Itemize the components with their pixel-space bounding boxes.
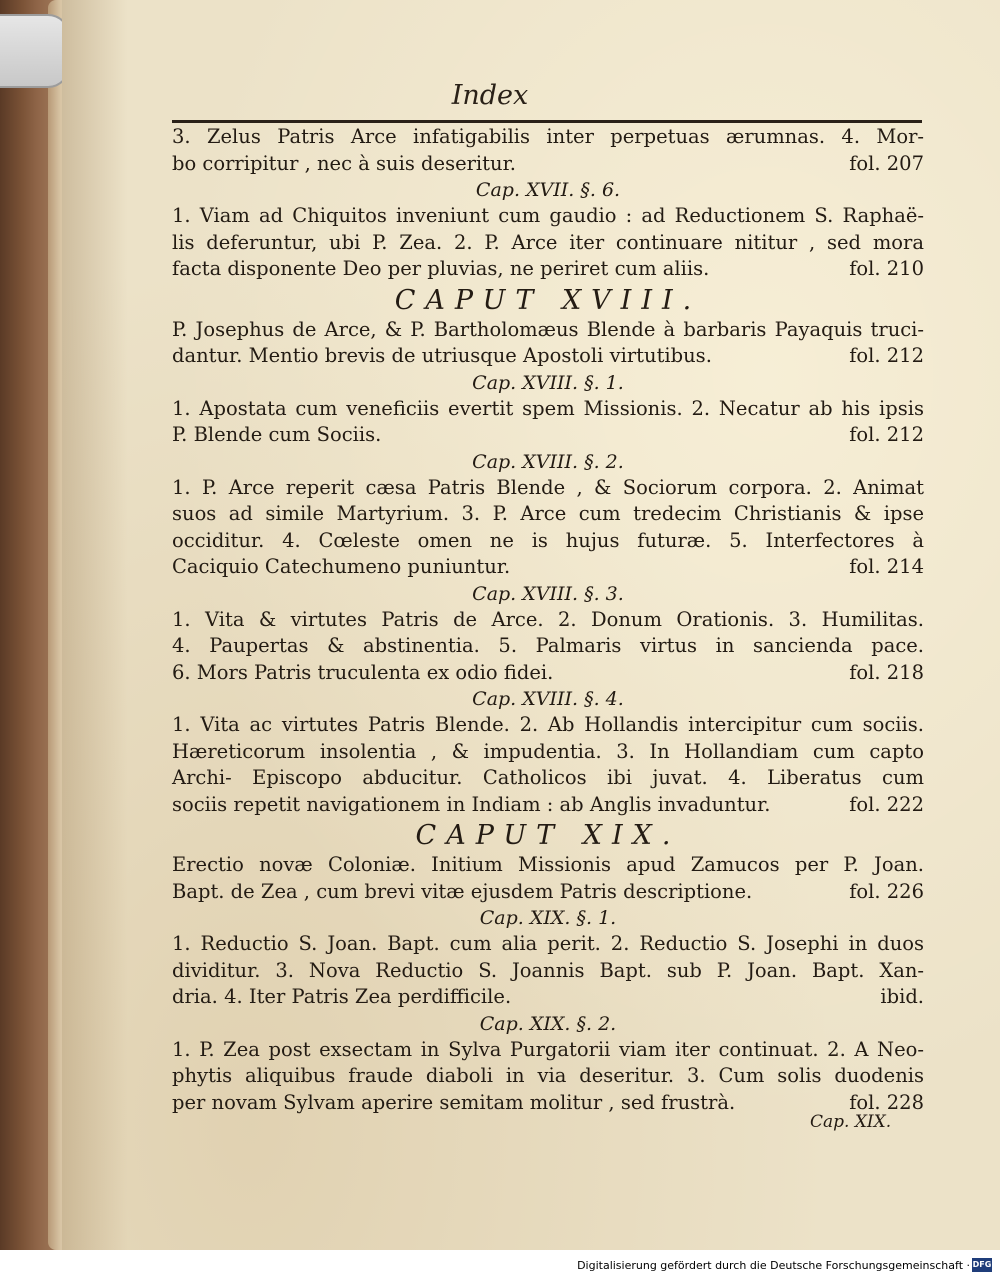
index-line: 1. Apostata cum veneficiis evertit spem Missionis. 2. Necatur ab his ipsis xyxy=(172,396,924,420)
index-line: Hæreticorum insolentia , & impudentia. 3. In Hollandiam cum capto xyxy=(172,739,924,763)
index-line: 1. Vita ac virtutes Patris Blende. 2. Ab Hollandis intercipitur cum sociis. xyxy=(172,713,924,736)
folio-reference: fol. 214 xyxy=(849,555,924,578)
index-line-with-folio xyxy=(172,422,924,449)
catchword: Cap. XIX. xyxy=(810,1112,892,1132)
folio-reference: ibid. xyxy=(880,985,924,1008)
index-line: suos ad simile Martyrium. 3. P. Arce cum tredecim Christianis & ipse xyxy=(172,502,924,525)
index-line-text: bo corripitur , nec à suis deseritur. xyxy=(172,151,516,175)
digitization-credit: Digitalisierung gefördert durch die Deutsche Forschungsgemeinschaft · xyxy=(577,1259,970,1272)
folio-reference: fol. 226 xyxy=(849,879,924,903)
chapter-heading: CAPUT XVIII. xyxy=(394,284,702,316)
index-line-text: P. Blende cum Sociis. xyxy=(172,423,382,446)
index-line-with-folio xyxy=(172,984,924,1011)
index-line-text: Caciquio Catechumeno puniuntur. xyxy=(172,555,511,578)
index-line: 4. Paupertas & abstinentia. 5. Palmaris virtus in sancienda pace. xyxy=(172,634,924,657)
index-line-text: sociis repetit navigationem in Indiam : ab Anglis invaduntur. xyxy=(172,792,771,816)
index-line: lis deferuntur, ubi P. Zea. 2. P. Arce iter continuare nititur , sed mora xyxy=(172,230,924,254)
index-line: 1. P. Arce reperit cæsa Patris Blende , & Sociorum corpora. 2. Animat xyxy=(172,475,924,499)
index-line: Erectio novæ Coloniæ. Initium Missionis apud Zamucos per P. Joan. xyxy=(172,853,924,876)
folio-reference: fol. 218 xyxy=(849,660,924,684)
running-head: Index xyxy=(451,80,529,111)
dfg-logo: DFG xyxy=(972,1258,992,1272)
head-rule xyxy=(172,120,922,123)
index-line: phytis aliquibus fraude diaboli in via deseritur. 3. Cum solis duodenis xyxy=(172,1064,924,1087)
section-heading: Cap. XVIII. §. 2. xyxy=(472,450,624,473)
index-line-text: dria. 4. Iter Patris Zea perdifficile. xyxy=(172,985,512,1008)
section-heading: Cap. XVIII. §. 1. xyxy=(472,371,624,394)
index-line-with-folio xyxy=(172,879,924,906)
index-line-text: per novam Sylvam aperire semitam molitur , sed frustrà. xyxy=(172,1090,736,1114)
index-body xyxy=(172,124,924,1116)
index-line-text: dantur. Mentio brevis de utriusque Apostoli virtutibus. xyxy=(172,344,712,367)
index-line: 1. P. Zea post exsectam in Sylva Purgatorii viam iter continuat. 2. A Neo- xyxy=(172,1037,924,1061)
index-line-with-folio xyxy=(172,792,924,819)
index-line-text: Bapt. de Zea , cum brevi vitæ ejusdem Patris descriptione. xyxy=(172,879,753,903)
folio-reference: fol. 222 xyxy=(849,792,924,816)
index-line-with-folio xyxy=(172,256,924,283)
folio-reference: fol. 228 xyxy=(849,1090,924,1114)
index-line: Archi- Episcopo abducitur. Catholicos ibi juvat. 4. Liberatus cum xyxy=(172,766,924,789)
folio-reference: fol. 210 xyxy=(849,257,924,280)
index-line: P. Josephus de Arce, & P. Bartholomæus Blende à barbaris Payaquis truci- xyxy=(172,317,924,341)
index-line-text: facta disponente Deo per pluvias, ne periret cum aliis. xyxy=(172,257,710,280)
index-line: dividitur. 3. Nova Reductio S. Joannis Bapt. sub P. Joan. Bapt. Xan- xyxy=(172,958,924,982)
section-heading: Cap. XIX. §. 1. xyxy=(479,907,617,929)
folio-reference: fol. 212 xyxy=(849,423,924,446)
index-line-with-folio xyxy=(172,660,924,687)
section-heading: Cap. XVIII. §. 4. xyxy=(472,688,624,710)
section-heading: Cap. XVIII. §. 3. xyxy=(472,582,624,605)
index-line-with-folio xyxy=(172,343,924,370)
index-line: 1. Vita & virtutes Patris de Arce. 2. Donum Orationis. 3. Humilitas. xyxy=(172,607,924,631)
index-line: 3. Zelus Patris Arce infatigabilis inter perpetuas ærumnas. 4. Mor- xyxy=(172,125,924,148)
index-line: 1. Reductio S. Joan. Bapt. cum alia perit. 2. Reductio S. Josephi in duos xyxy=(172,932,924,955)
folio-reference: fol. 207 xyxy=(849,151,924,175)
book-clamp xyxy=(0,14,70,88)
section-heading: Cap. XIX. §. 2. xyxy=(479,1012,617,1035)
index-line: 1. Viam ad Chiquitos inveniunt cum gaudio : ad Reductionem S. Raphaë- xyxy=(172,204,924,227)
index-line-with-folio xyxy=(172,554,924,581)
chapter-heading: CAPUT XIX. xyxy=(415,820,681,851)
index-line-with-folio xyxy=(172,151,924,178)
folio-reference: fol. 212 xyxy=(849,344,924,367)
index-line: occiditur. 4. Cœleste omen ne is hujus futuræ. 5. Interfectores à xyxy=(172,528,924,552)
section-heading: Cap. XVII. §. 6. xyxy=(475,179,621,201)
index-line-text: 6. Mors Patris truculenta ex odio fidei. xyxy=(172,660,554,684)
